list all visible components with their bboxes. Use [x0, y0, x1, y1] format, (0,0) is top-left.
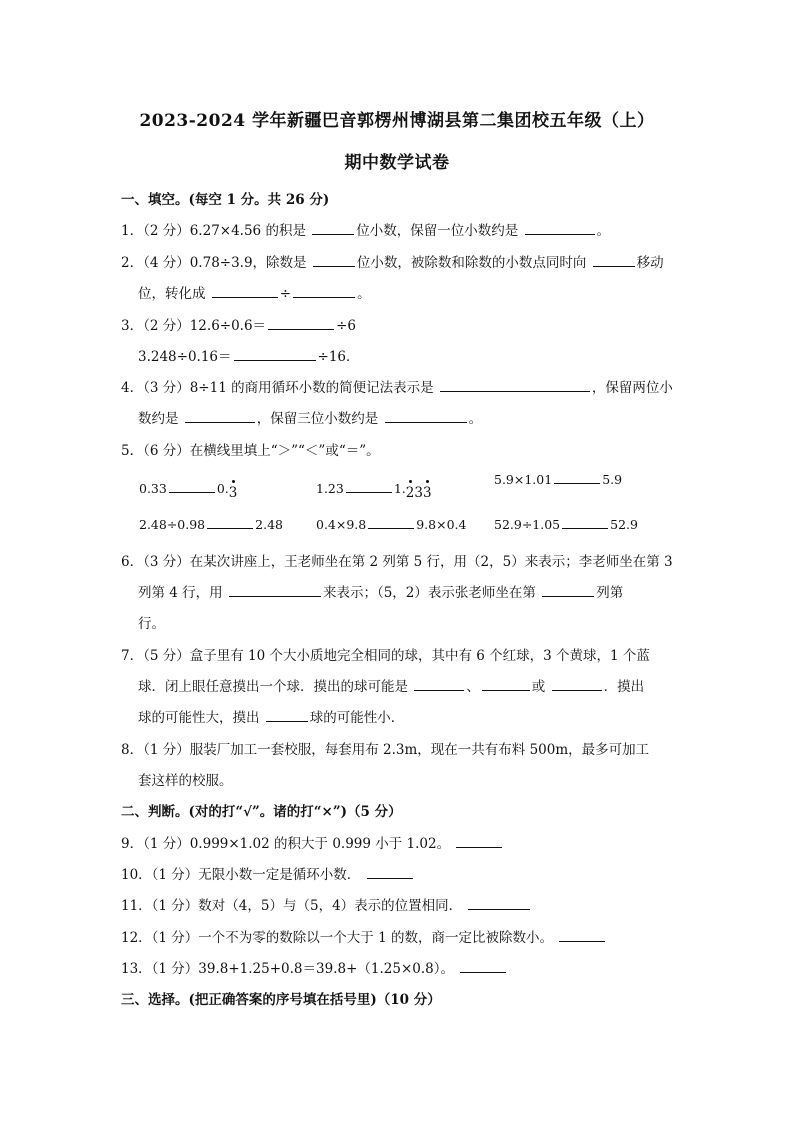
exam-title-line1: 2023-2024 学年新疆巴音郭楞州博湖县第二集团校五年级（上）: [139, 111, 655, 131]
question-1: 1．（2 分）6.27×4.56 的积是 位小数，保留一位小数约是 。: [121, 223, 611, 239]
answer-blank[interactable]: [559, 929, 605, 942]
question-12: 12．（1 分）一个不为零的数除以一个大于 1 的数，商一定比被除数小。: [121, 926, 607, 946]
compare-item: 0.4×9.8 9.8×0.4: [316, 517, 467, 532]
question-8-cont: 套这样的校服。: [138, 773, 233, 789]
repeat-digit: 3: [228, 485, 238, 501]
answer-blank[interactable]: [554, 471, 600, 484]
answer-blank[interactable]: [234, 348, 316, 361]
question-6: 6．（3 分）在某次讲座上，王老师坐在第 2 列第 5 行，用（2，5）来表示；李老师坐在第 3: [121, 554, 673, 570]
answer-blank[interactable]: [229, 584, 321, 597]
answer-blank[interactable]: [312, 222, 354, 235]
question-7-cont: 球．闭上眼任意摸出一个球．摸出的球可能是 、 或 ．摸出: [138, 679, 645, 695]
question-13: 13．（1 分）39.8+1.25+0.8＝39.8+（1.25×0.8）。: [121, 957, 508, 977]
answer-blank[interactable]: [385, 410, 467, 423]
repeat-digit: 3: [422, 485, 432, 501]
question-4: 4．（3 分）8÷11 的商用循环小数的简便记法表示是 ，保留两位小: [121, 380, 673, 396]
answer-blank[interactable]: [212, 285, 278, 298]
question-3: 3．（2 分）12.6÷0.6＝ ÷6: [121, 318, 356, 334]
question-3-cont: 3.248÷0.16＝ ÷16．: [138, 349, 360, 365]
question-2: 2．（4 分）0.78÷3.9，除数是 位小数，被除数和除数的小数点同时向 移动: [121, 255, 664, 271]
question-4-cont: 数约是 ，保留三位小数约是 。: [138, 411, 483, 427]
question-2-cont: 位，转化成 ÷ 。: [138, 286, 371, 302]
answer-blank[interactable]: [414, 678, 464, 691]
question-7: 7．（5 分）盒子里有 10 个大小质地完全相同的球，其中有 6 个红球，3 个黄球，1 个蓝: [121, 648, 650, 664]
answer-blank[interactable]: [456, 835, 502, 848]
section-true-false: 二、判断。(对的打“√”。诸的打“×”)（5 分）: [121, 804, 402, 820]
question-7-cont2: 球的可能性大，摸出 球的可能性小．: [138, 710, 405, 726]
question-9: 9．（1 分）0.999×1.02 的积大于 0.999 小于 1.02。: [121, 832, 504, 852]
repeat-digit: 2: [405, 485, 415, 501]
answer-blank[interactable]: [460, 960, 506, 973]
answer-blank[interactable]: [293, 285, 355, 298]
question-6-cont: 列第 4 行，用 来表示；（5，2）表示张老师坐在第 列第: [138, 585, 624, 601]
question-8: 8．（1 分）服装厂加工一套校服，每套用布 2.3m，现在一共有布料 500m，最多可加工: [121, 742, 650, 758]
answer-blank[interactable]: [169, 480, 215, 493]
answer-blank[interactable]: [482, 678, 530, 691]
question-11: 11．（1 分）数对（4，5）与（5，4）表示的位置相同．: [121, 894, 532, 914]
answer-blank[interactable]: [268, 317, 334, 330]
answer-blank[interactable]: [468, 897, 530, 910]
answer-blank[interactable]: [542, 584, 594, 597]
compare-item: 52.9÷1.05 52.9: [494, 517, 638, 532]
section-multiple-choice: 三、选择。(把正确答案的序号填在括号里)（10 分）: [121, 992, 441, 1008]
compare-item: 5.9×1.01 5.9: [494, 472, 623, 487]
answer-blank[interactable]: [562, 516, 608, 529]
compare-item: 1.23 1.233: [316, 481, 432, 501]
compare-item: 0.33 0.3: [139, 481, 238, 501]
answer-blank[interactable]: [266, 709, 308, 722]
answer-blank[interactable]: [185, 410, 255, 423]
answer-blank[interactable]: [440, 379, 590, 392]
answer-blank[interactable]: [552, 678, 602, 691]
answer-blank[interactable]: [367, 866, 413, 879]
answer-blank[interactable]: [593, 254, 635, 267]
answer-blank[interactable]: [313, 254, 355, 267]
section-fill-blanks: 一、填空。(每空 1 分。共 26 分): [121, 192, 330, 208]
question-6-cont2: 行。: [138, 616, 165, 632]
question-10: 10．（1 分）无限小数一定是循环小数．: [121, 863, 415, 883]
question-5: 5．（6 分）在横线里填上“＞”“＜”或“＝”。: [121, 443, 380, 459]
answer-blank[interactable]: [525, 222, 595, 235]
answer-blank[interactable]: [368, 516, 414, 529]
compare-item: 2.48÷0.98 2.48: [139, 517, 283, 532]
answer-blank[interactable]: [346, 480, 392, 493]
exam-title-line2: 期中数学试卷: [344, 153, 450, 173]
answer-blank[interactable]: [207, 516, 253, 529]
